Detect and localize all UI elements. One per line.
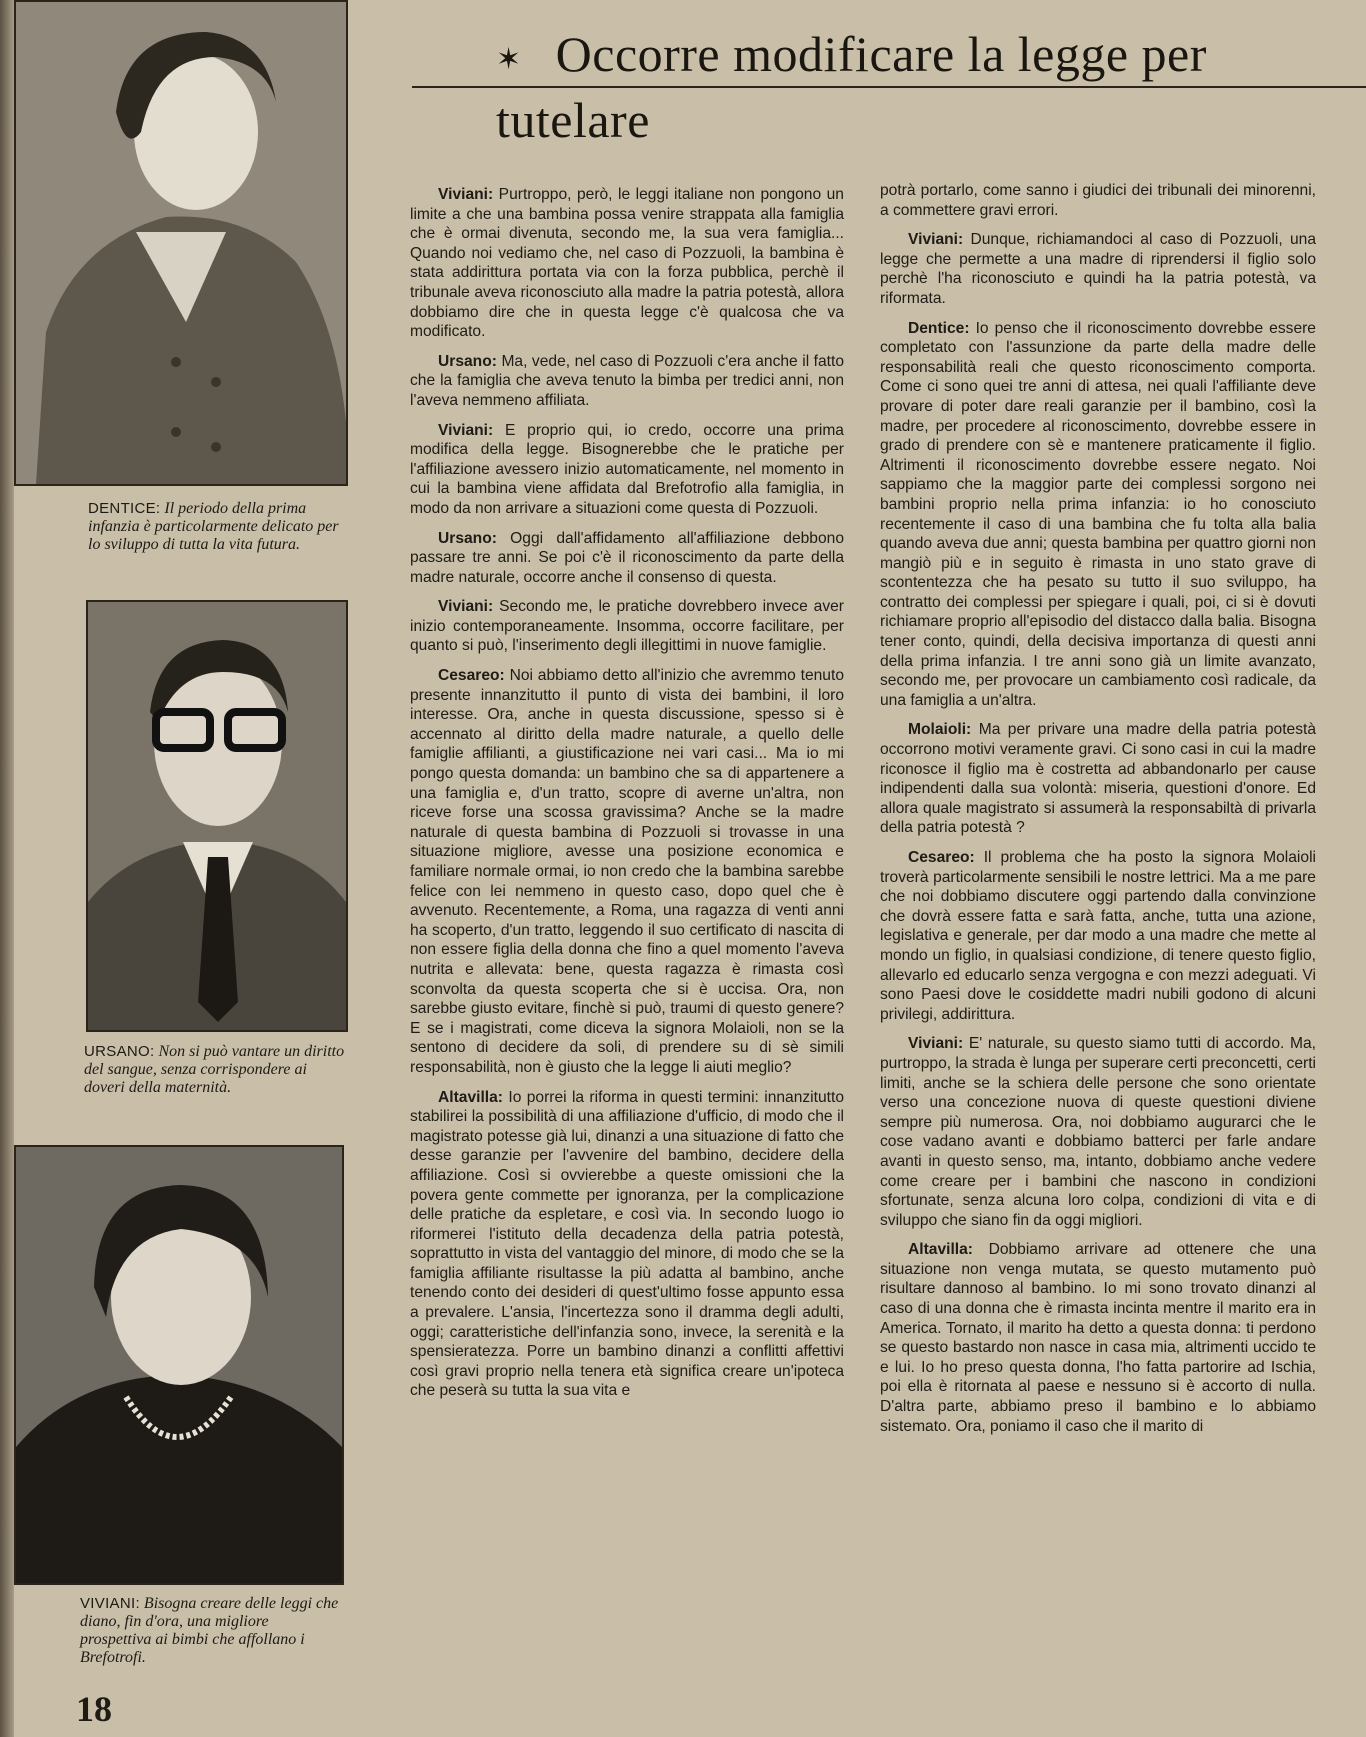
speaker-name: Altavilla: [908,1241,973,1259]
dialogue-paragraph [410,352,844,411]
article-column-2 [880,181,1316,1446]
speaker-name: Altavilla: [438,1088,503,1106]
caption-quote: Bisogna creare delle leggi che diano, fin d'ora, una migliore prospettiva ai bimbi che affollano i Brefotrofi. [80,1595,339,1666]
dialogue-paragraph [880,181,1316,220]
dialogue-paragraph [410,597,844,656]
dialogue-paragraph [410,185,844,342]
dialogue-paragraph [880,230,1316,308]
dialogue-paragraph [880,720,1316,838]
paragraph-text: Dobbiamo arrivare ad ottenere che una situazione non venga mutata, se questo mutamento può risultare dannoso al bambino. Io mi sono trovato dinanzi al caso di una donna che è rimasta incinta mentre il marito era in America. Tornato, il marito ha detto a questa donna: ti perdono se questo bastardo non nasce in casa mia, altrimenti uccido te e lui. Io ho preso questa donna, l'ho fatta partorire ad Ischia, poi ella è ritornata al paese e nessuno si è accorto di nulla. D'altra parte, abbiamo preso il bambino e lo abbiamo sistemato. Ora, poniamo il caso che il marito di [880,1241,1316,1435]
paragraph-text: Dunque, richiamandoci al caso di Pozzuoli, una legge che permette a una madre di riprendersi il figlio solo perchè l'ha riconosciuto e quindi ha la patria potestà, va riformata. [880,231,1316,307]
paragraph-text: Io penso che il riconoscimento dovrebbe essere completato con l'assunzione da parte della madre delle responsabilità reali che questo riconoscimento comporta. Come ci sono quei tre anni di attesa, nei quali l'affiliante deve provare di poter dare reali garanzie per il bambino, così la madre, per procedere al riconoscimento, dovrebbe essere in grado di prendere con sè e mantenere praticamente il figlio. Altrimenti il riconoscimento dovrebbe essere negato. Noi sappiamo che la maggior parte dei complessi sorgono nei bambini proprio nella prima infanzia: io ho conosciuto recentemente il caso di una bambina che fu tolta alla balia quando aveva due anni; questa bambina per quattro giorni non mangiò più e in seguito è rimasta in uno stato grave di scontentezza che ha pesato su tutto il suo sviluppo, ha contratto dei complessi per spiegare i quali, poi, ci si è dovuti richiamare proprio all'episodio del distacco dalla balia. Bisogna tener conto, quindi, della decisiva importanza di questi anni della prima infanzia. I tre anni sono già un limite avanzato, secondo me, per provocare un cambiamento così radicale, da una famiglia a un'altra. [880,319,1316,709]
paragraph-text: E' naturale, su questo siamo tutti di accordo. Ma, purtroppo, la strada è lunga per superare certi preconcetti, certi limiti, anche se la schiera delle persone che sono orientate verso una concezione nuova di queste questioni diviene sempre più numerosa. Ora, noi dobbiamo augurarci che le cose vadano avanti e dobbiamo batterci per farle andare avanti in questo senso, ma, intanto, dobbiamo anche vedere come creare per i bambini che nascono in condizioni sfortunate, senza alcuna loro colpa, condizioni di vita e di sviluppo che siano fin da oggi migliori. [880,1035,1316,1229]
photo-dentice [14,0,348,486]
speaker-name: Dentice: [908,319,970,337]
paragraph-text: Oggi dall'affidamento all'affiliazione debbono passare tre anni. Se poi c'è il riconoscimento da parte della madre naturale, occorre anche il consenso di questa. [410,529,844,586]
paragraph-text: Secondo me, le pratiche dovrebbero invece aver inizio contemporaneamente. Insomma, occorre facilitare, per quanto si può, l'inserimento degli illegittimi in nuove famiglie. [410,598,844,655]
speaker-name: Viviani: [908,231,964,249]
star-icon: ✶ [496,42,522,76]
caption-name: DENTICE: [88,500,161,517]
speaker-name: Viviani: [438,421,494,439]
paragraph-text: Io porrei la riforma in questi termini: innanzitutto stabilirei la possibilità di una affiliazione d'ufficio, di modo che il magistrato potesse già lui, dinanzi a una situazione di fatto che desse garanzie per l'avvenire del bambino, decidere della affiliazione. Così si ovvierebbe a queste omissioni che la povera gente commette per ignoranza, per la complicazione delle pratiche da espletare, e così via. In secondo luogo io riformerei l'istituto della decadenza della patria potestà, soprattutto in vista del vantaggio del minore, di modo che se la famiglia affiliante risultasse la più adatta al bambino, anche tenendo conto dei desideri di quest'ultimo fosse appunto essa a prevalere. L'ansia, l'incertezza sono il dramma degli adulti, oggi; caratteristiche dell'infanzia sono, invece, la serenità e la spensieratezza. Porre un bambino dinanzi a conflitti affettivi così gravi proprio nella tenera età significa creare un'ipoteca che peserà su tutta la sua vita e [410,1088,844,1400]
caption-name: VIVIANI: [80,1595,140,1612]
page-number: 18 [76,1689,112,1729]
speaker-name: Cesareo: [908,849,975,866]
speaker-name: Cesareo: [438,667,505,685]
dialogue-paragraph [880,848,1316,1024]
caption-quote: Non si può vantare un diritto del sangue, senza corrispondere ai doveri della maternità. [84,1043,345,1096]
dialogue-paragraph [880,1034,1316,1230]
dialogue-paragraph [410,529,844,588]
paragraph-text: Noi abbiamo detto all'inizio che avremmo tenuto presente innanzitutto il punto di vista dei bambini, il loro interesse. Ora, anche in questa discussione, spesso si è accennato al diritto della madre naturale, a quello delle famiglie affilianti, a giustificazione nei vari casi... Ma io mi pongo questa domanda: un bambino che sa di appartenere a una famiglia e, d'un tratto, scopre di averne un'altra, non riceve forse una scossa gravissima? Anche se la madre naturale di questa bambina di Pozzuoli si trovasse in una situazione migliore, avesse una posizione economica e familiare normale ormai, io non credo che la bambina sarebbe felice con lei nemmeno in questo caso, dopo quel che è avvenuto. Recentemente, a Roma, una ragazza di venti anni ha scoperto, d'un tratto, leggendo il suo certificato di nascita di non essere figlia della donna che fino a quel momento l'aveva nutrita e allevata: bene, questa ragazza è rimasta così sconvolta da questa scoperta che si è uccisa. Ora, non sarebbe giusto evitare, finchè si può, traumi di questo genere? E se i magistrati, come diceva la signora Molaioli, non se la sentono di decidere da soli, di prendere su di sè simili responsabilità, non è giusto che la legge li aiuti meglio? [410,667,844,1076]
caption-ursano [84,1043,346,1097]
dialogue-paragraph [880,319,1316,711]
magazine-binding [0,0,14,1737]
speaker-name: Viviani: [908,1035,964,1053]
paragraph-text: potrà portarlo, come sanno i giudici dei tribunali dei minorenni, a commettere gravi errori. [880,182,1316,219]
paragraph-text: Purtroppo, però, le leggi italiane non pongono un limite a che una bambina possa venire strappata alla famiglia che è ormai divenuta, secondo me, la sua vera famiglia... Quando noi vediamo che, nel caso di Pozzuoli, la bambina è stata addirittura portata via con la forza pubblica, perchè il tribunale aveva riconosciuto alla madre la patria potestà, allora dobbiamo dire che in questa legge c'è qualcosa che va modificato. [410,186,844,341]
speaker-name: Viviani: [438,598,494,616]
caption-quote: Il periodo della prima infanzia è particolarmente delicato per lo sviluppo di tutta la vita futura. [88,500,339,553]
dialogue-paragraph [410,421,844,519]
speaker-name: Ursano: [438,352,497,370]
dialogue-paragraph [410,1088,844,1402]
paragraph-text: Ma per privare una madre della patria potestà occorrono motivi veramente gravi. Ci sono casi in cui la madre riconosce il figlio ma è costretta ad abbandonarlo per cause indipendenti dalla sua volontà: miseria, questioni d'onore. Ed allora quale magistrato si assumerà la responsabiltà di privarla della patria potestà ? [880,721,1316,837]
dialogue-paragraph [410,666,844,1077]
dialogue-paragraph [880,1240,1316,1436]
caption-name: URSANO: [84,1043,155,1060]
speaker-name: Ursano: [438,529,497,547]
photo-viviani [14,1145,344,1585]
speaker-name: Viviani: [438,186,494,203]
caption-viviani [80,1595,342,1667]
caption-dentice [88,500,350,554]
headline-rule [412,86,1366,88]
headline-title: Occorre modificare la legge per tutelare [496,26,1207,148]
paragraph-text: Ma, vede, nel caso di Pozzuoli c'era anche il fatto che la famiglia che aveva tenuto la bimba per tredici anni, non l'aveva nemmeno affiliata. [410,352,844,409]
paragraph-text: Il problema che ha posto la signora Molaioli troverà particolarmente sensibili le nostre lettrici. Ma a me pare che noi dobbiamo discutere oggi partendo dalla convinzione che dovrà essere fatta e sarà fatta, anche, tutta una azione, legislativa e generale, per dar modo a una madre che mette al mondo un figlio, in qualsiasi condizione, di tenere questo figlio, allevarlo ed educarlo senza vergogna e con mezzi adeguati. Vi sono Paesi dove le cosiddette madri nubili godono di alcuni privilegi, addirittura. [880,849,1316,1023]
portrait-woman-image [16,2,346,484]
paragraph-text: E proprio qui, io credo, occorre una prima modifica della legge. Bisognerebbe che le pratiche per l'affiliazione avessero inizio automaticamente, nel momento in cui la bambina viene affidata dal Brefotrofio alla famiglia, in modo da non arrivare a situazioni come questa di Pozzuoli. [410,421,844,517]
portrait-man-image [88,602,346,1030]
portrait-woman-image [16,1147,342,1583]
speaker-name: Molaioli: [908,721,972,739]
article-column-1 [410,185,844,1411]
photo-ursano [86,600,348,1032]
